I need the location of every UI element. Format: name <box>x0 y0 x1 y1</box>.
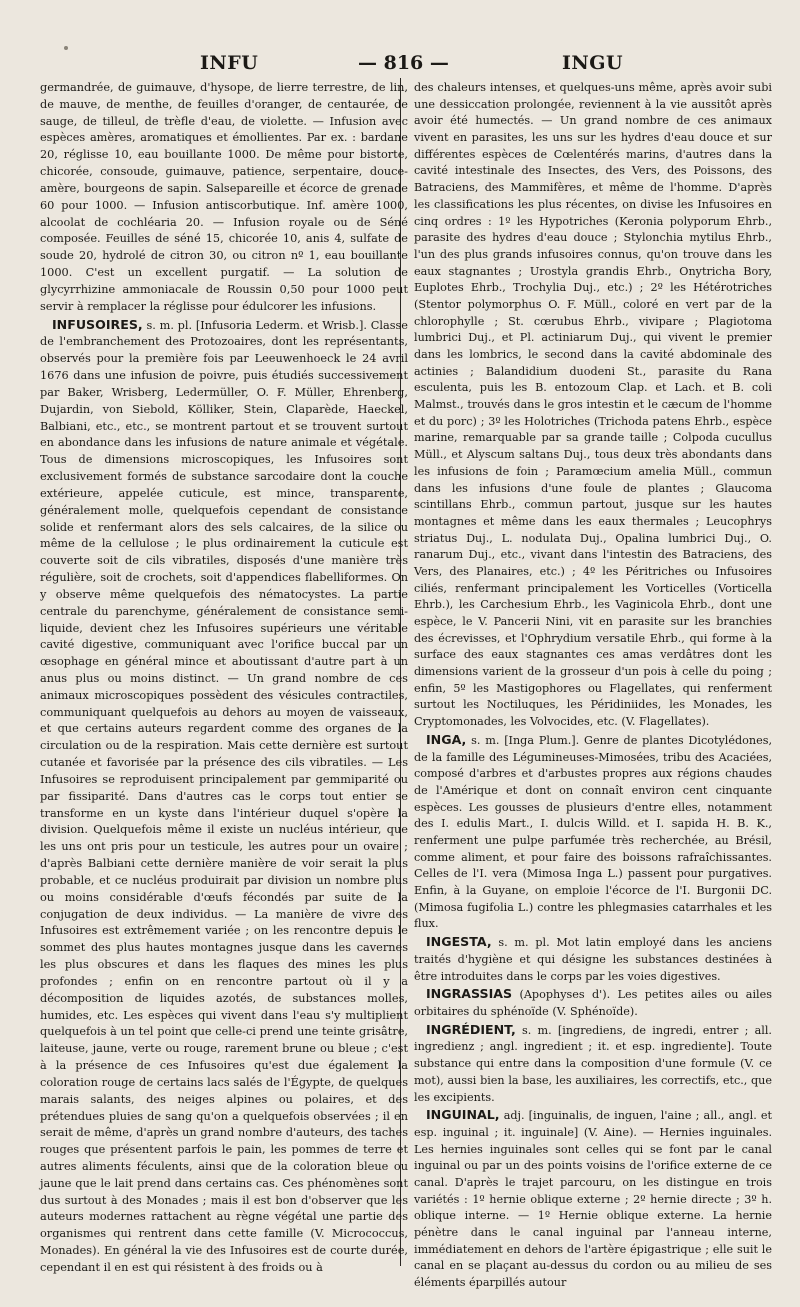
infusoires-continuation: des chaleurs intenses, et quelques-uns même, après avoir subi une dessiccation prolongée, reviennent à la vie aussitôt après avoir été humectés. — Un grand nombre de ces animaux vivent en parasites, les uns sur les hydres d'eau douce et sur différentes espèces de Cœlentérés marins, d'autres dans la cavité intestinale des Insectes, des Vers, des Poissons, des Batraciens, des Mammifères, et même de l'homme. D'après les classifications les plus récentes, on divise les Infusoires en cinq ordres : 1º les Hypotriches (Keronia polyporum Ehrb., parasite des hydres d'eau douce ; Stylonchia mytilus Ehrb., l'un des plus grands infusoires connus, qu'on trouve dans les eaux stagnantes ; Urostyla grandis Ehrb., Onytricha Bory, Euplotes Ehrb., Trochylia Duj., etc.) ; 2º les Hétérotriches (Stentor polymorphus O. F. Müll., coloré en vert par de la chlorophylle ; St. cœrubus Ehrb., vivipare ; Plagiotoma lumbrici Duj., et Pl. actiniarum Duj., qui vivent le premier dans les lombrics, le second dans la cavité abdominale des actinies ; Balandidium duodeni St., parasite du Rana esculenta, puis les B. entozoum Clap. et Lach. et B. coli Malmst., trouvés dans le gros intestin et le cæcum de l'homme et du porc) ; 3º les Holotriches (Trichoda patens Ehrb., espèce marine, remarquable par sa grande taille ; Colpoda cucullus Müll., et Alyscum saltans Duj., tous deux très abondants dans les infusions de foin ; Paramœcium amelia Müll., commun dans les infusions d'une foule de plantes ; Glaucoma scintillans Ehrb., commun partout, jusque sur les hautes montagnes et même dans les eaux thermales ; Leucophrys striatus Duj., L. nodulata Duj., Opalina lumbrici Duj., O. ranarum Duj., etc., vivant dans l'intestin des Batraciens, des Vers, des Planaires, etc.) ; 4º les Péritriches ou Infusoires ciliés, renfermant principalement les Vorticelles (Vorticella Ehrb.), les Carchesium Ehrb., les Vaginicola Ehrb., dont une espèce, le V. Pancerii Nini, vit en parasite sur les branchies des écrevisses, et l'Ophrydium versatile Ehrb., qui forme à la surface des eaux stagnantes ces amas verdâtres dont les dimensions varient de la grosseur d'un pois à celle du poing ; enfin, 5º les Mastigophores ou Flagellates, qui renferment surtout les Noctiluques, les Péridiniides, les Monades, les Cryptomonades, les Volvocides, etc. (V. Flagellates). <box>414 81 772 729</box>
entry-inga-body: s. m. [Inga Plum.]. Genre de plantes Dicotylédones, de la famille des Légumineuses-Mimosées, tribu des Acaciées, composé d'arbres et d'arbustes propres aux régions chaudes de l'Amérique et dont on connaît environ cent cinquante espèces. Les gousses de plusieurs d'entre elles, notamment des I. edulis Mart., I. dulcis Willd. et I. sapida H. B. K., renferment une pulpe parfumée très recherchée, au Brésil, comme aliment, et pour faire des boissons rafraîchissantes. Celles de l'I. vera (Mimosa Inga L.) passent pour purgatives. Enfin, à la Guyane, on emploie l'écorce de l'I. Burgonii DC. (Mimosa fugifolia L.) contre les phlegmasies catarrhales et les flux. <box>414 733 772 931</box>
entry-infusoires-body: s. m. pl. [Infusoria Lederm. et Wrisb.]. Classe de l'embranchement des Protozoaires, dont les représentants, observés pour la première fois par Leeuwenhoeck le 24 avril 1676 dans une infusion de poivre, puis étudiés successivement par Baker, Wrisberg, Ledermüller, O. F. Müller, Ehrenberg, Dujardin, von Siebold, Kölliker, Stein, Claparède, Haeckel, Balbiani, etc., etc., se montrent partout et se trouvent surtout en abondance dans les infusions de nature animale et végétale. Tous de dimensions microscopiques, les Infusoires sont exclusivement formés de substance sarcodaire dont la couche extérieure, appelée cuticule, est mince, transparente, généralement molle, quelquefois cependant de consistance solide et renfermant alors des sels calcaires, de la silice ou même de la cellulose ; le plus ordinairement la cuticule est couverte soit de cils vibratiles, disposés d'une manière très régulière, soit de crochets, soit d'appendices flabelliformes. On y observe même quelquefois des nématocystes. La partie centrale du parenchyme, généralement de consistance semi-liquide, devient chez les Infusoires supérieurs une véritable cavité digestive, communiquant avec l'orifice buccal par un œsophage en général mince et aboutissant d'autre part à un anus plus ou moins distinct. — Un grand nombre de ces animaux microscopiques possèdent des vésicules contractiles, communiquant quelquefois au dehors au moyen de vaisseaux, et que certains auteurs regardent comme des organes de la circulation ou de la respiration. Mais cette dernière est surtout cutanée et favorisée par la présence des cils vibratiles. — Les Infusoires se reproduisent principalement par gemmiparité ou par fissiparité. Dans d'autres cas le corps tout entier se transforme en un kyste dans l'intérieur duquel s'opère la division. Quelquefois même il existe un nucléus intérieur, que les uns ont pris pour un testicule, les autres pour un ovaire ; d'après Balbiani cette dernière manière de voir serait la plus probable, et ce nucléus produirait par division un nombre plus ou moins considérable d'œufs fécondés par suite de la conjugation de deux individus. — La manière de vivre des Infusoires est extrêmement variée ; on les rencontre depuis le sommet des plus hautes montagnes jusque dans les cavernes les plus obscures et dans les flaques des mines les plus profondes ; enfin on en rencontre partout où il y a décomposition de liquides azotés, de substances molles, humides, etc. Les espèces qui vivent dans l'eau s'y multiplient quelquefois à un tel point que celle-ci prend une teinte grisâtre, laiteuse, jaune, verte ou rouge, rarement brune ou bleue ; c'est à la présence de ces Infusoires qu'est due également la coloration rouge de certains lacs salés de l'Égypte, de quelques marais salants, des neiges alpines ou polaires, et des prétendues pluies de sang qu'on a quelquefois observées ; il en serait de même, d'après un grand nombre d'auteurs, des taches rouges que présentent parfois le pain, les pommes de terre et autres aliments féculents, ainsi que de la coloration bleue ou jaune que le lait prend dans certains cas. Ces phénomènes sont dus surtout à des Monades ; mais il est bon d'observer que les auteurs modernes rattachent au règne végétal une partie des organismes qui rentrent dans cette famille (V. Micrococcus, Monades). En général la vie des Infusoires est de courte durée, cependant il en est qui résistent à des froids ou à <box>40 318 408 1274</box>
infusion-entry-continuation: germandrée, de guimauve, d'hysope, de lierre terrestre, de lin, de mauve, de menthe, de feuilles d'oranger, de centaurée, de sauge, de tilleul, de trèfle d'eau, de violette. — Infusion avec espèces amères, aromatiques et émollientes. Par ex. : bardane 20, réglisse 10, eau bouillante 1000. De même pour bistorte, chicorée, consoude, guimauve, patience, serpentaire, douce-amère, bourgeons de sapin. Salsepareille et écorce de grenade 60 pour 1000. — Infusion antiscorbutique. Inf. amère 1000, alcoolat de cochléaria 20. — Infusion royale ou de Séné composée. Feuilles de séné 15, chicorée 10, anis 4, sulfate de soude 20, hydrolé de citron 30, ou citron nº 1, eau bouillante 1000. C'est un excellent purgatif. — La solution de glycyrrhizine ammoniacale de Roussin 0,50 pour 1000 peut servir à remplacer la réglisse pour édulcorer les infusions. <box>40 81 408 313</box>
running-header <box>40 52 770 78</box>
headword-ingesta: INGESTA, <box>426 934 492 950</box>
entry-ingesta <box>414 933 772 985</box>
entry-inguinal-body: adj. [inguinalis, de inguen, l'aine ; all., angl. et esp. inguinal ; it. inguinale] (V. Aine). — Hernies inguinales. Les hernies inguinales sont celles qui se font par le canal inguinal ou par un des points voisins de l'orifice externe de ce canal. D'après le trajet parcouru, on les distingue en trois variétés : 1º hernie oblique externe ; 2º hernie directe ; 3º h. oblique interne. — 1º Hernie oblique externe. La hernie pénètre dans le canal inguinal par l'anneau interne, immédiatement en dehors de l'artère épigastrique ; elle suit le canal en se plaçant au-dessus du cordon ou au milieu de ses éléments éparpillés autour <box>414 1109 772 1290</box>
headword-inga: INGA, <box>426 731 467 747</box>
left-column <box>40 80 408 1277</box>
headword-inguinal: INGUINAL, <box>426 1107 500 1123</box>
headword-ingrassias: INGRASSIAS <box>426 986 513 1002</box>
entry-ingrassias <box>414 985 772 1020</box>
entry-ingesta-body: s. m. pl. Mot latin employé dans les anciens traités d'hygiène et qui désigne les substances destinées à être introduites dans le corps par les voies digestives. <box>414 936 772 983</box>
entry-infusoires <box>40 316 408 1277</box>
entry-ingredient <box>414 1021 772 1107</box>
headword-infusoires: INFUSOIRES, <box>52 316 143 332</box>
header-right-guideword: INGU <box>562 52 624 74</box>
entry-inguinal <box>414 1106 772 1292</box>
header-left-guideword: INFU <box>200 52 259 74</box>
entry-inga <box>414 731 772 933</box>
entry-ingrassias-body: (Apophyses d'). Les petites ailes ou ailes orbitaires du sphénoïde (V. Sphénoïde). <box>414 988 772 1018</box>
ink-speck <box>64 46 68 50</box>
entry-ingredient-body: s. m. [ingrediens, de ingredi, entrer ; all. ingredienz ; angl. ingredient ; it. et esp. ingrediente]. Toute substance qui entre dans la composition d'une formule (V. ce mot), aussi bien la base, les auxiliaires, les correctifs, etc., que les excipients. <box>414 1023 772 1104</box>
right-column <box>414 80 772 1292</box>
page-number: — 816 — <box>358 52 449 74</box>
headword-ingredient: INGRÉDIENT, <box>426 1021 516 1037</box>
